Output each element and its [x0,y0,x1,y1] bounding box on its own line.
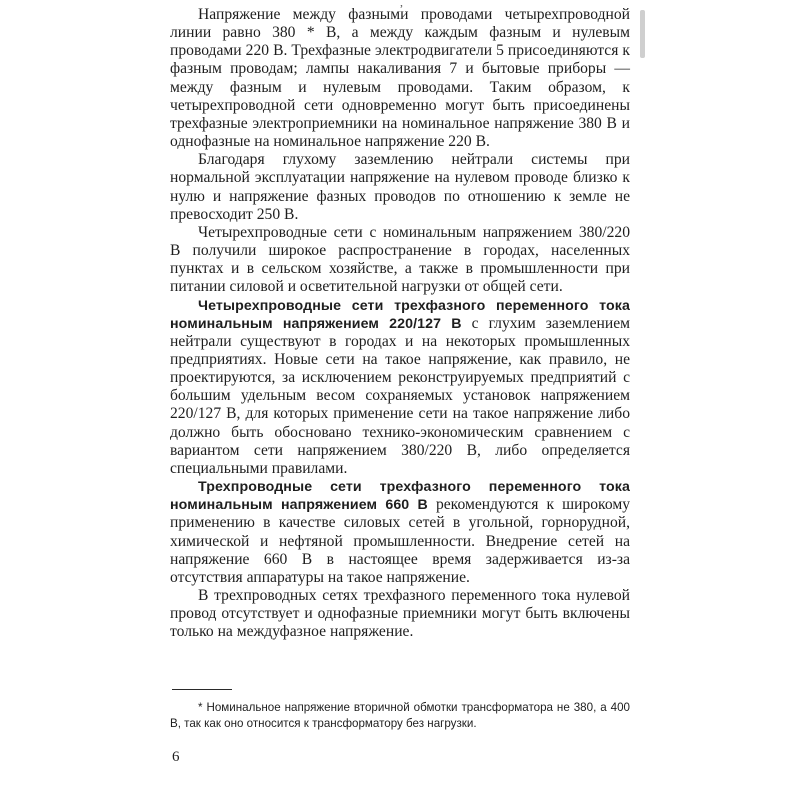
paragraph-4-text: с глухим заземлением нейтрали существуют в городах и на некоторых промышленных предприятиях. Новые сети на такое напряжение, как правило, не проектируются, за исключением реконструируемых предприятий с большим удельным весом сохраняемых установок напряжением 220/127 В, для которых применение сети на такое напряжение либо должно быть обосновано технико-экономическим сравнением с вариантом сети напряжением 380/220 В, либо определяется специальными правилами. [170,314,630,477]
scrollbar-thumb[interactable] [640,10,645,58]
paragraph-3 [170,224,630,297]
paragraph-5-bold: Трехпроводные сети трехфазного переменного тока номинальным напряжением 660 В [170,479,630,514]
body-text [170,6,630,641]
paragraph-2 [170,151,630,224]
paragraph-6-text: В трехпроводных сетях трехфазного переменного тока нулевой провод отсутствует и однофазные приемники могут быть включены только на междуфазное напряжение. [170,587,630,641]
top-mark: , [400,0,403,9]
paragraph-3-text: Четырехпроводные сети с номинальным напряжением 380/220 В получили широкое распространение в городах, населенных пунктах и в сельском хозяйстве, а также в промышленности при питании силовой и осветительной нагрузки от общей сети. [170,223,630,296]
paragraph-1-text: Напряжение между фазными проводами четырехпроводной линии равно 380 * В, а между каждым фазным и нулевым проводами 220 В. Трехфазные электродвигатели 5 присоединяются к фазным проводам; лампы накаливания 7 и бытовые приборы — между фазным и нулевым проводами. Таким образом, к четырехпроводной сети одновременно могут быть присоединены трехфазные электроприемники на номинальное напряжение 380 В и однофазные на номинальное напряжение 220 В. [170,6,630,151]
paragraph-4 [170,297,630,479]
paragraph-2-text: Благодаря глухому заземлению нейтрали системы при нормальной эксплуатации напряжение на нулевом проводе близко к нулю и напряжение фазных проводов по отношению к земле не превосходит 250 В. [170,151,630,223]
paragraph-4-bold: Четырехпроводные сети трехфазного переменного тока номинальным напряжением 220/127 В [170,297,630,332]
paragraph-1 [170,6,630,151]
footnote-divider [172,689,232,690]
book-page [170,0,630,800]
page-number: 6 [172,749,180,765]
paragraph-6 [170,587,630,641]
paragraph-5-text: рекомендуются к широкому применению в качестве силовых сетей в угольной, горнорудной, химической и нефтяной промышленности. Внедрение сетей на напряжение 660 В в настоящее время задерживается из-за отсутствия аппаратуры на такое напряжение. [170,496,630,586]
paragraph-5 [170,478,630,587]
footnote: * Номинальное напряжение вторичной обмотки трансформатора не 380, а 400 В, так как оно относится к трансформатору без нагрузки. [170,701,630,730]
